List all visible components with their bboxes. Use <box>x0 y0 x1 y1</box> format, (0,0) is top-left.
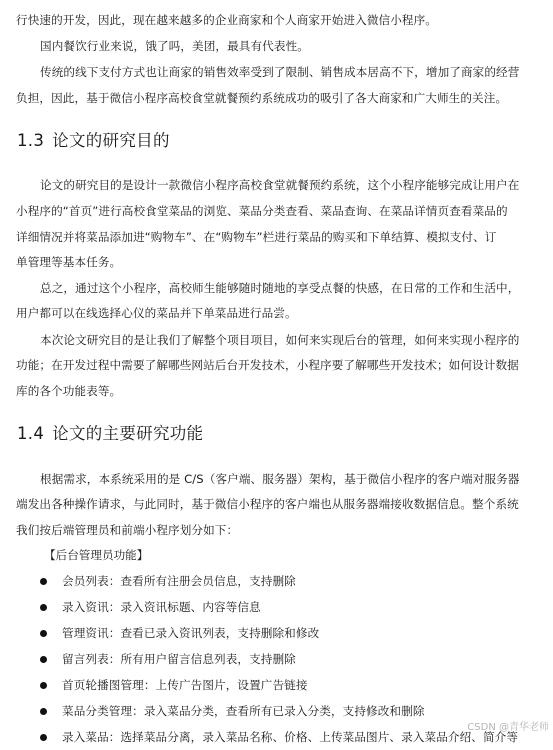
bullet-icon <box>40 656 47 663</box>
paragraph-line: 库的各个功能表等。 <box>16 384 122 398</box>
list-item-text: 留言列表：所有用户留言信息列表，支持删除 <box>62 652 296 666</box>
list-item <box>40 626 550 642</box>
paragraph-line: 单管理等基本任务。 <box>16 255 122 269</box>
paragraph-line: 本次论文研究目的是让我们了解整个项目项目，如何来实现后台的管理，如何来实现小程序的 <box>40 333 520 347</box>
paragraph-line: 传统的线下支付方式也让商家的销售效率受到了限制、销售成本居高不下，增加了商家的经营 <box>40 65 520 79</box>
paragraph-line: 总之，通过这个小程序，高校师生能够随时随地的享受点餐的快感，在日常的工作和生活中， <box>40 281 520 295</box>
bullet-icon <box>40 708 47 715</box>
paragraph-line: 行快速的开发，因此，现在越来越多的企业商家和个人商家开始进入微信小程序。 <box>16 13 437 27</box>
paragraph-line: 根据需求，本系统采用的是 C/S（客户端、服务器）架构，基于微信小程序的客户端对服务器 <box>40 472 520 486</box>
paragraph-line: 国内餐饮行业来说，饿了吗，美团，最具有代表性。 <box>40 39 309 53</box>
bullet-icon <box>40 630 47 637</box>
list-item <box>40 704 550 720</box>
list-item-text: 录入菜品：选择菜品分离，录入菜品名称、价格、上传菜品图片、录入菜品介绍、简介等 <box>62 730 519 744</box>
paragraph-line: 小程序的“首页”进行高校食堂菜品的浏览、菜品分类查看、菜品查询、在菜品详情页查看菜品的 <box>16 204 508 218</box>
section-heading-1-4 <box>17 424 203 444</box>
list-item-text: 录入资讯：录入资讯标题、内容等信息 <box>62 600 261 614</box>
bullet-icon <box>40 578 47 585</box>
bullet-icon <box>40 734 47 741</box>
paragraph-line: 详细情况并将菜品添加进“购物车”、在“购物车”栏进行菜品的购买和下单结算、模拟支付、订 <box>16 230 497 244</box>
list-item <box>40 652 550 668</box>
paragraph-line: 论文的研究目的是设计一款微信小程序高校食堂就餐预约系统，这个小程序能够完成让用户在 <box>40 178 520 192</box>
paragraph-line: 用户都可以在线选择心仪的菜品并下单菜品进行品尝。 <box>16 306 297 320</box>
section-number: 1.4 <box>17 424 45 443</box>
list-item <box>40 574 550 590</box>
group-label: 【后台管理员功能】 <box>44 548 149 562</box>
list-item-text: 管理资讯：查看已录入资讯列表，支持删除和修改 <box>62 626 320 640</box>
section-title: 论文的主要研究功能 <box>52 424 204 443</box>
list-item-text: 首页轮播图管理：上传广告图片，设置广告链接 <box>62 678 308 692</box>
paragraph-line: 负担，因此，基于微信小程序高校食堂就餐预约系统成功的吸引了各大商家和广大师生的关注。 <box>16 91 508 105</box>
section-number: 1.3 <box>17 131 45 150</box>
list-item-text: 会员列表：查看所有注册会员信息，支持删除 <box>62 574 296 588</box>
paragraph-line: 功能；在开发过程中需要了解哪些网站后台开发技术，小程序要了解哪些开发技术；如何设计数据 <box>16 358 519 372</box>
section-title: 论文的研究目的 <box>52 131 170 150</box>
list-item-text: 菜品分类管理：录入菜品分类，查看所有已录入分类，支持修改和删除 <box>62 704 425 718</box>
paragraph-line: 端发出各种操作请求，与此同时，基于微信小程序的客户端也从服务器端接收数据信息。整个系统 <box>16 497 519 511</box>
list-item <box>40 678 550 694</box>
bullet-icon <box>40 682 47 689</box>
watermark: CSDN @青华老师 <box>467 722 549 733</box>
section-heading-1-3 <box>17 131 170 151</box>
paragraph-line: 我们按后端管理员和前端小程序划分如下： <box>16 523 239 537</box>
list-item <box>40 600 550 616</box>
bullet-icon <box>40 604 47 611</box>
